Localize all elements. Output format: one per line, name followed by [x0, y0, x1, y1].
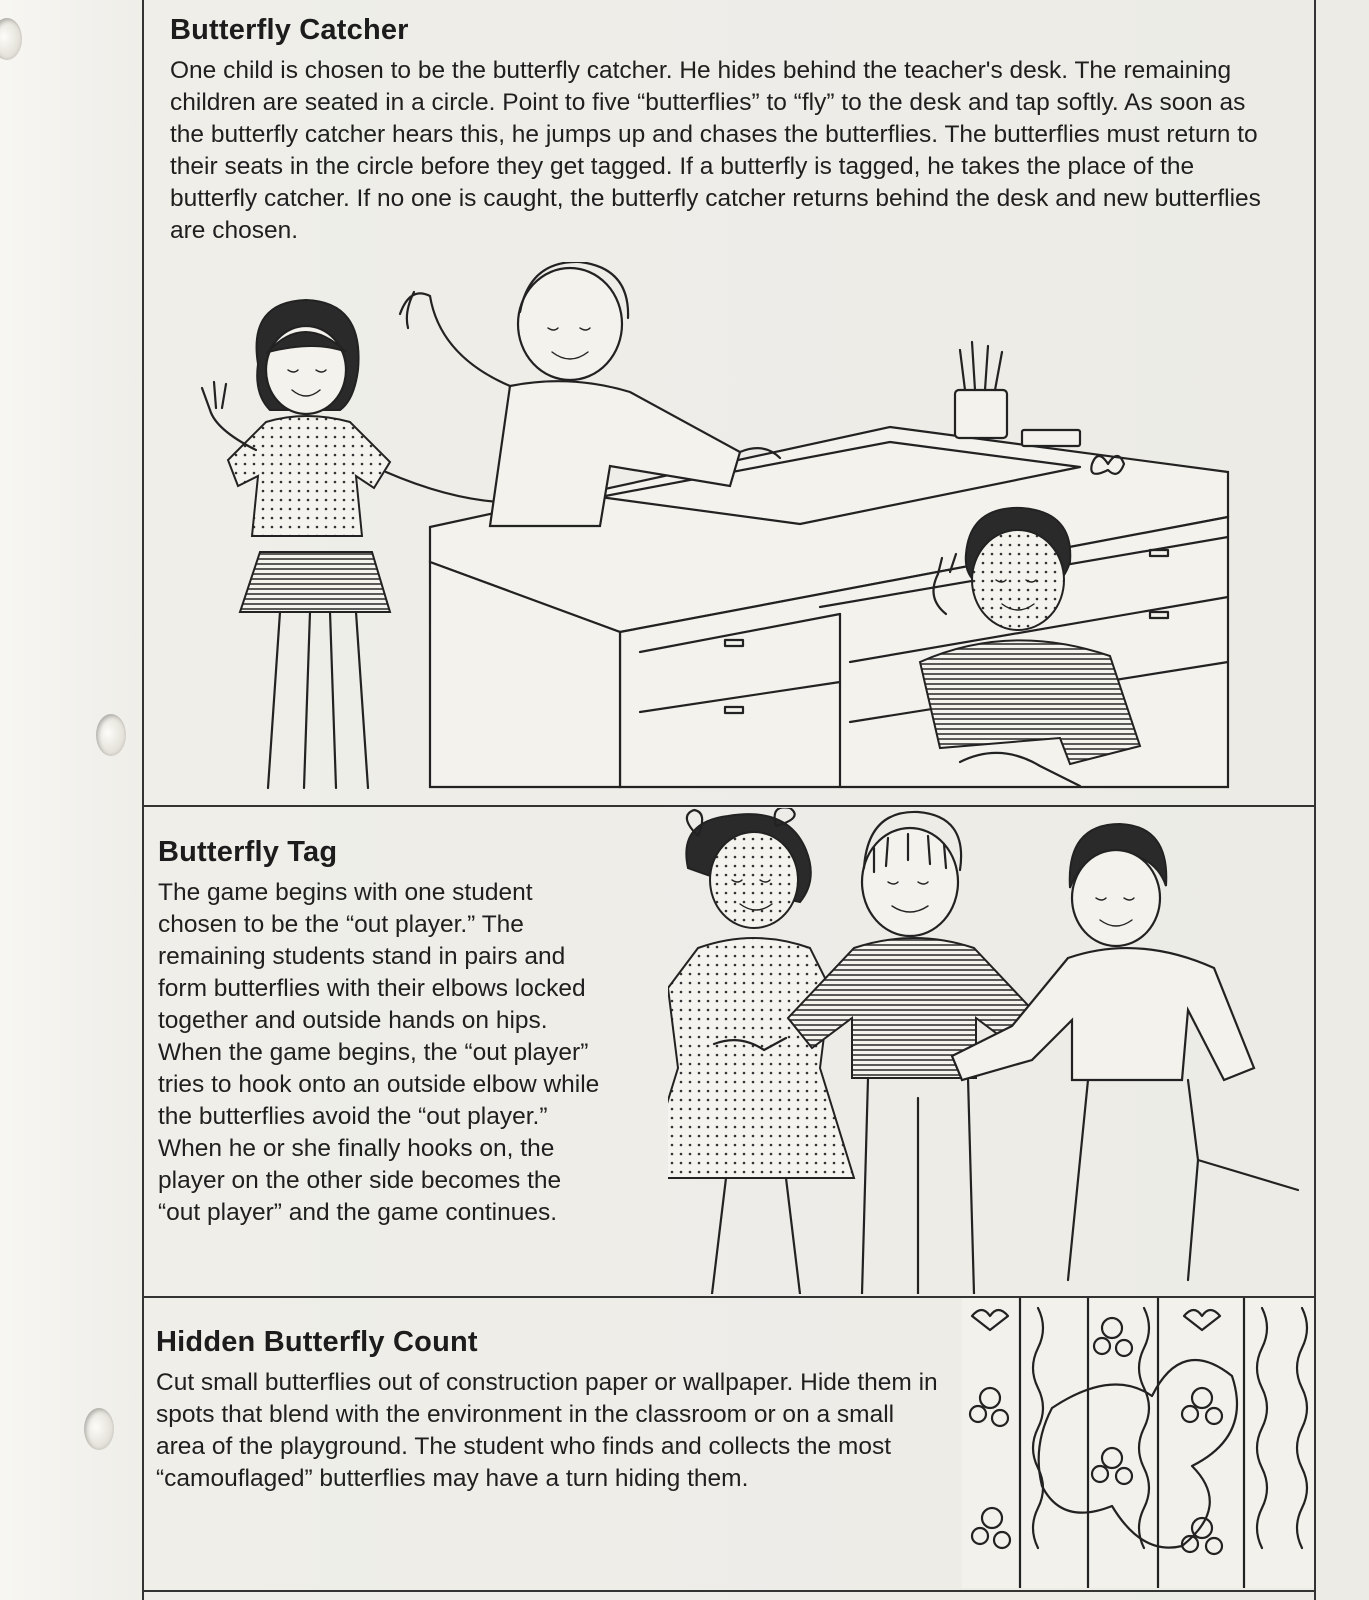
children-playing-tag-illustration	[668, 808, 1308, 1294]
children-at-desk-illustration	[160, 262, 1280, 802]
floral-wallpaper-illustration	[962, 1298, 1314, 1588]
hidden-butterfly-count-section	[156, 1326, 956, 1495]
section-title: Hidden Butterfly Count	[156, 1326, 478, 1358]
bottom-border	[142, 1590, 1316, 1592]
butterfly-catcher-section	[170, 14, 1290, 247]
binder-hole-bottom	[84, 1408, 114, 1450]
butterfly-tag-section	[158, 836, 618, 1229]
binder-hole-middle	[96, 714, 126, 756]
girl-with-bows	[668, 808, 854, 1294]
section-title: Butterfly Catcher	[170, 14, 409, 46]
section-title: Butterfly Tag	[158, 836, 338, 868]
section-body: Cut small butterflies out of construction paper or wallpaper. Hide them in spots that blend with the environment in the classroom or on a small area of the playground. The student who finds and collects the most “camouflaged” butterflies may have a turn hiding them.	[156, 1369, 938, 1492]
section-body: The game begins with one student chosen to be the “out player.” The remaining students stand in pairs and form butterflies with their elbows locked together and outside hands on hips. When the game begins, the “out player” tries to hook onto an outside elbow while the butterflies avoid the “out player.” When he or she finally hooks on, the player on the other side becomes the “out player” and the game continues.	[158, 879, 600, 1226]
section-body: One child is chosen to be the butterfly catcher. He hides behind the teacher's desk. The remaining children are seated in a circle. Point to five “butterflies” to “fly” to the desk and tap softly. As soon as the butterfly catcher hears this, he jumps up and chases the butterflies. The butterflies must return to their seats in the circle before they get tagged. If a butterfly is tagged, he takes the place of the butterfly catcher. If no one is caught, the butterfly catcher returns behind the desk and new butterflies are chosen.	[170, 57, 1261, 244]
boy-running	[952, 824, 1298, 1280]
section-divider-1	[142, 805, 1316, 807]
